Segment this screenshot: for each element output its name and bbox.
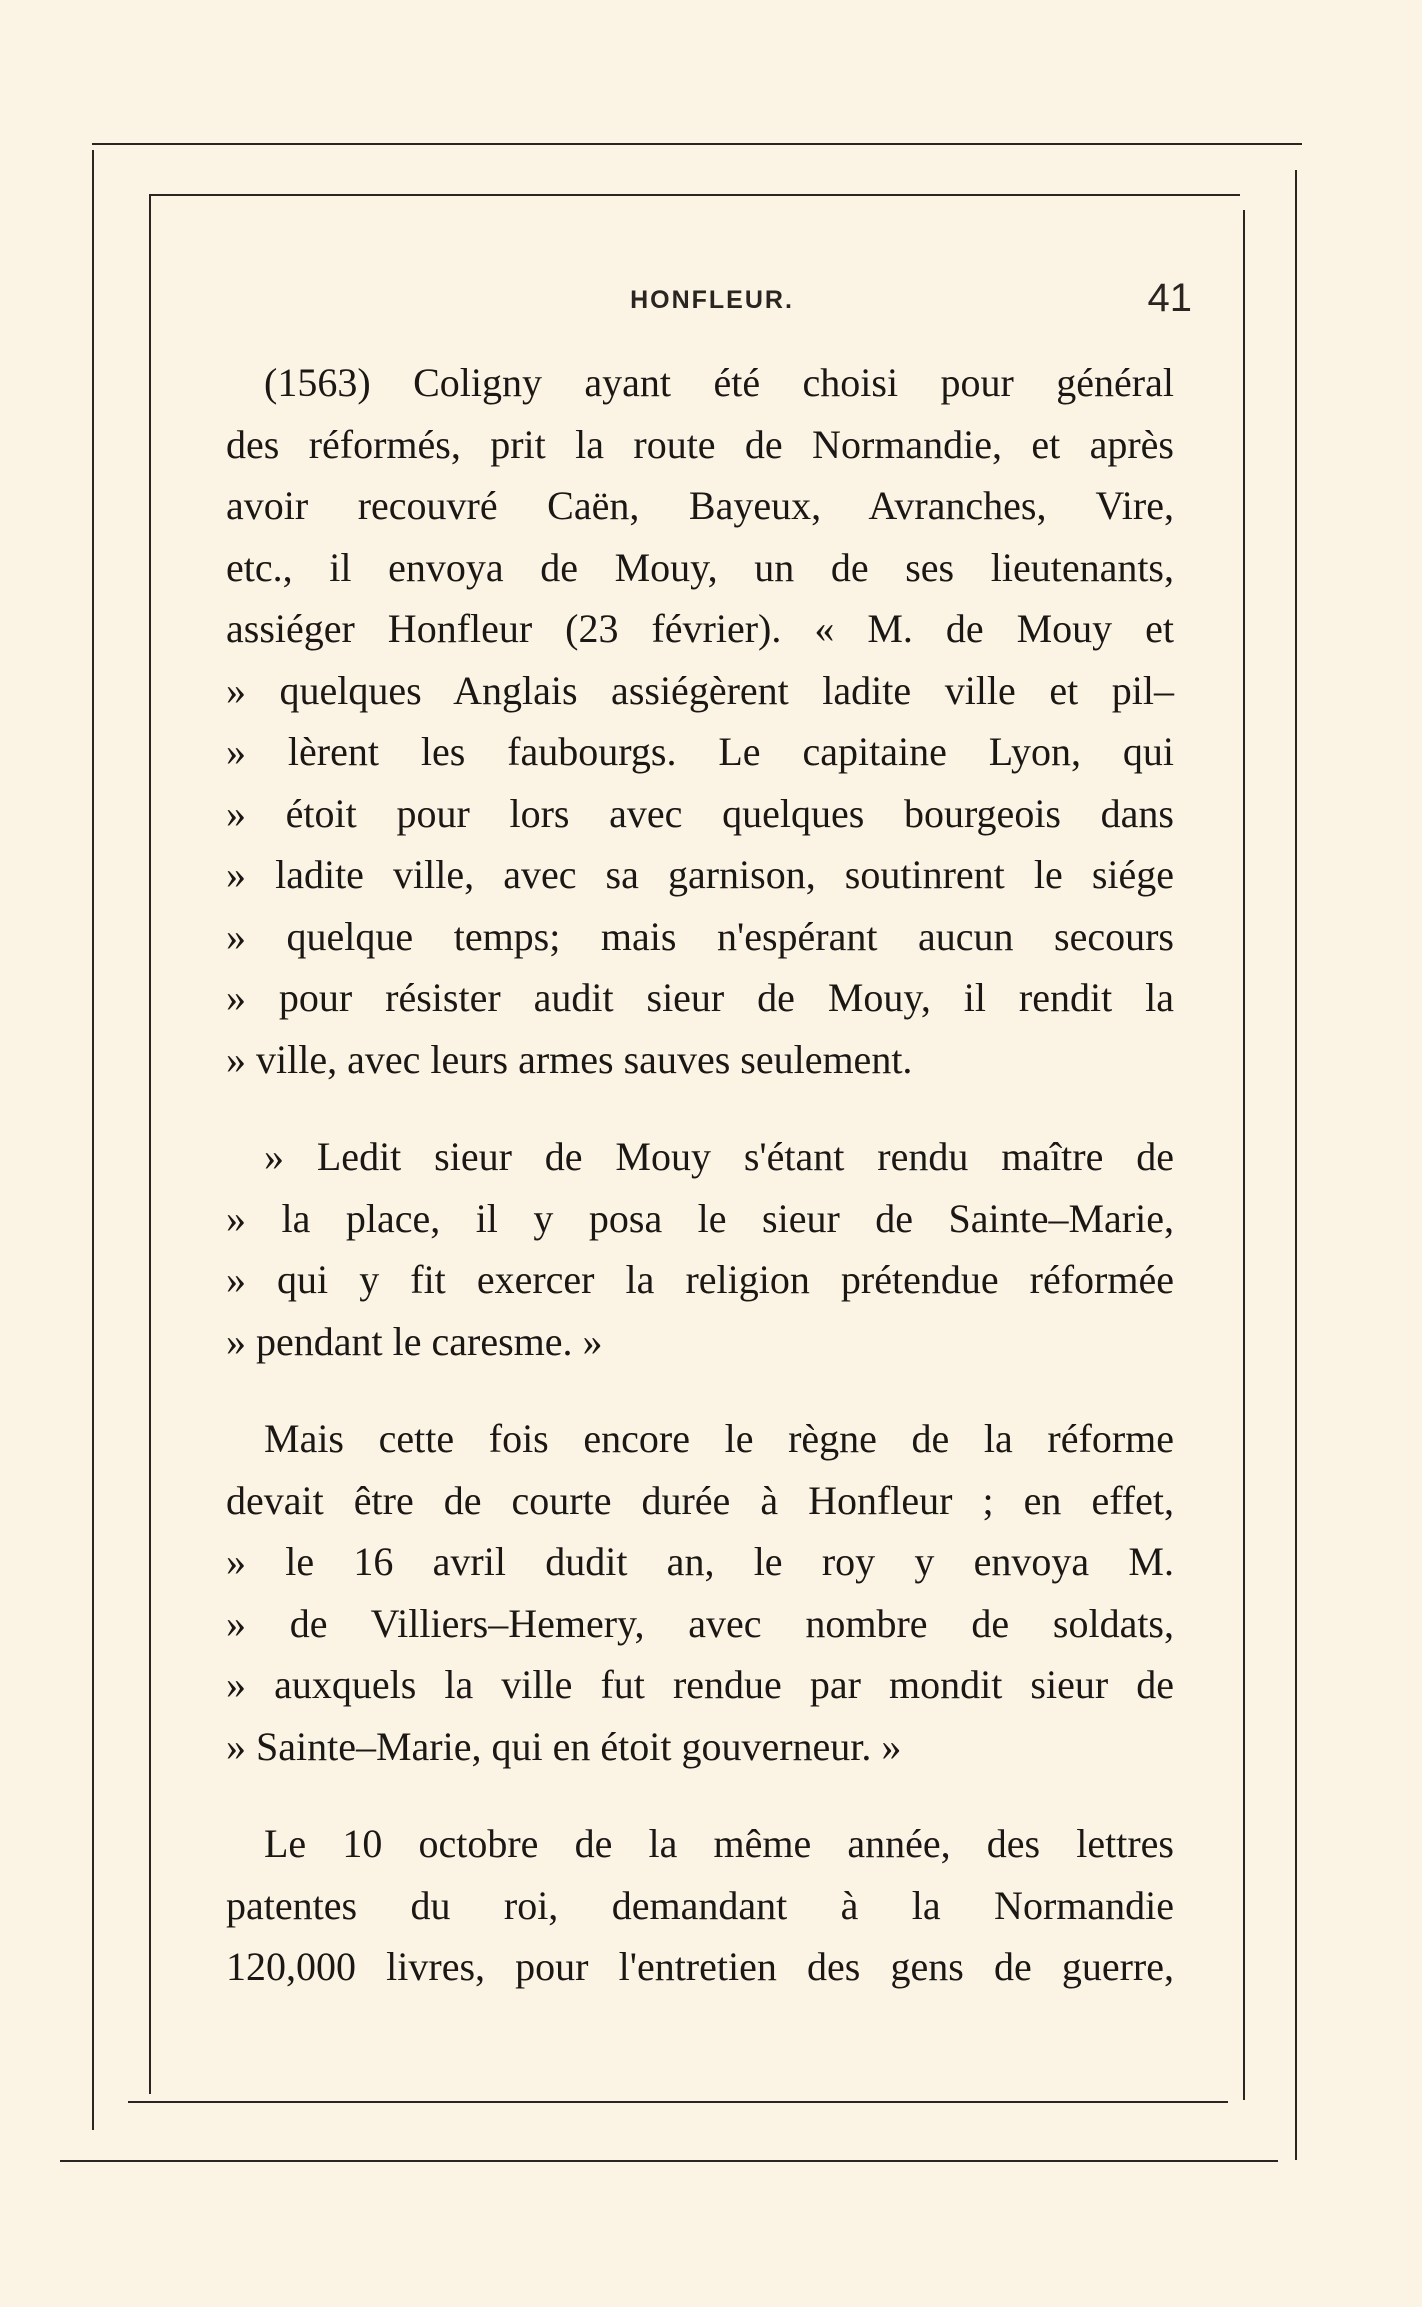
paragraph [226, 1126, 1174, 1372]
inner-frame-bottom-rule [128, 2101, 1228, 2103]
text-line: » étoit pour lors avec quelques bourgeois dans [226, 790, 1174, 836]
text-line: » pendant le caresme. » [226, 1318, 603, 1364]
text-line: etc., il envoya de Mouy, un de ses lieutenants, [226, 544, 1174, 590]
running-title: HONFLEUR. [630, 286, 794, 314]
outer-frame-bottom-rule [60, 2160, 1278, 2162]
paragraph [226, 1408, 1174, 1777]
text-line: » pour résister audit sieur de Mouy, il rendit la [226, 975, 1174, 1020]
text-line: patentes du roi, demandant à la Normandie [226, 1882, 1174, 1928]
paragraph [226, 1813, 1174, 1998]
text-line: devait être de courte durée à Honfleur ; en effet, [226, 1477, 1174, 1523]
text-line: » auxquels la ville fut rendue par mondit sieur de [226, 1662, 1174, 1707]
text-line: » le 16 avril dudit an, le roy y envoya M. [226, 1539, 1174, 1584]
outer-frame-left-rule [92, 150, 94, 2130]
text-line: 120,000 livres, pour l'entretien des gens de guerre, [226, 1944, 1174, 1989]
inner-frame-left-rule [149, 194, 151, 2094]
text-line: avoir recouvré Caën, Bayeux, Avranches, Vire, [226, 483, 1174, 528]
text-line: » Ledit sieur de Mouy s'étant rendu maître de [264, 1134, 1174, 1179]
text-line: » lèrent les faubourgs. Le capitaine Lyon, qui [226, 729, 1174, 774]
text-line: des réformés, prit la route de Normandie, et après [226, 421, 1174, 467]
text-line: Mais cette fois encore le règne de la réforme [264, 1416, 1174, 1461]
page-header [232, 272, 1192, 332]
inner-frame-top-rule [150, 194, 1240, 196]
page-number: 41 [1147, 276, 1192, 320]
text-line: Le 10 octobre de la même année, des lettres [264, 1821, 1174, 1866]
paragraph [226, 352, 1174, 1090]
text-line: » quelque temps; mais n'espérant aucun secours [226, 913, 1174, 959]
text-line: » ladite ville, avec sa garnison, soutinrent le siége [226, 852, 1174, 897]
text-line: (1563) Coligny ayant été choisi pour général [264, 360, 1174, 405]
text-line: » la place, il y posa le sieur de Sainte–Marie, [226, 1195, 1174, 1241]
text-line: assiéger Honfleur (23 février). « M. de Mouy et [226, 606, 1174, 651]
text-line: » ville, avec leurs armes sauves seulement. [226, 1036, 913, 1082]
body-text [226, 352, 1174, 1998]
text-line: » Sainte–Marie, qui en étoit gouverneur. » [226, 1723, 902, 1769]
inner-frame-right-rule [1243, 210, 1245, 2100]
outer-frame-top-rule [92, 143, 1302, 145]
text-line: » qui y fit exercer la religion prétendue réformée [226, 1257, 1174, 1302]
text-line: » de Villiers–Hemery, avec nombre de soldats, [226, 1600, 1174, 1646]
outer-frame-right-rule [1295, 170, 1297, 2160]
text-line: » quelques Anglais assiégèrent ladite ville et pil– [226, 667, 1174, 713]
